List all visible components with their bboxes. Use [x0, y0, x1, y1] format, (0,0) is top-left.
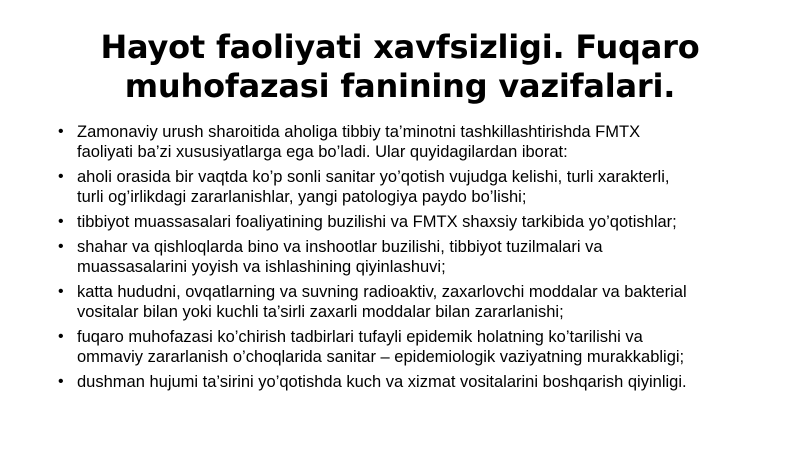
bullet-marker: • [58, 213, 64, 230]
slide-title [40, 28, 760, 106]
bullet-item-4 [58, 237, 770, 277]
bullet-text-line: shahar va qishloqlarda bino va inshootlar buzilishi, tibbiyot tuzilmalari va [77, 238, 603, 256]
bullet-item-7 [58, 372, 770, 392]
bullet-text-line: turli og’irlikdagi zararlanishlar, yangi patologiya paydo bo’lishi; [77, 188, 527, 206]
bullet-item-6 [58, 327, 770, 367]
bullet-marker: • [58, 168, 64, 185]
bullet-marker: • [58, 238, 64, 255]
bullet-text-line: muassasalarini yoyish va ishlashining qiyinlashuvi; [77, 258, 446, 276]
bullet-text-line: ommaviy zararlanish o’choqlarida sanitar – epidemiologik vaziyatning murakkabligi; [77, 348, 685, 366]
slide-title-line-2: muhofazasi fanining vazifalari. [124, 67, 676, 105]
bullet-text-line: katta hududni, ovqatlarning va suvning radioaktiv, zaxarlovchi moddalar va bakterial [77, 283, 687, 301]
bullet-marker: • [58, 283, 64, 300]
bullet-text-line: faoliyati ba’zi xususiyatlarga ega bo’ladi. Ular quyidagilardan iborat: [77, 143, 568, 161]
bullet-item-5 [58, 282, 770, 322]
bullet-marker: • [58, 373, 64, 390]
bullet-marker: • [58, 328, 64, 345]
bullet-item-1 [58, 122, 770, 162]
bullet-item-3 [58, 212, 770, 232]
bullet-text-line: Zamonaviy urush sharoitida aholiga tibbiy ta’minotni tashkillashtirishda FMTX [77, 123, 641, 141]
bullet-text-line: aholi orasida bir vaqtda ko’p sonli sanitar yo’qotish vujudga kelishi, turli xarakterli, [77, 168, 670, 186]
bullet-list [58, 122, 770, 397]
bullet-text-line: dushman hujumi ta’sirini yo’qotishda kuch va xizmat vositalarini boshqarish qiyinligi. [77, 373, 687, 391]
bullet-marker: • [58, 123, 64, 140]
slide-title-line-1: Hayot faoliyati xavfsizligi. Fuqaro [100, 28, 700, 66]
bullet-text-line: tibbiyot muassasalari foaliyatining buzilishi va FMTX shaxsiy tarkibida yo’qotishlar; [77, 213, 677, 231]
bullet-text-line: fuqaro muhofazasi ko’chirish tadbirlari tufayli epidemik holatning ko’tarilishi va [77, 328, 643, 346]
bullet-text-line: vositalar bilan yoki kuchli ta’sirli zaxarli moddalar bilan zararlanishi; [77, 303, 564, 321]
bullet-item-2 [58, 167, 770, 207]
